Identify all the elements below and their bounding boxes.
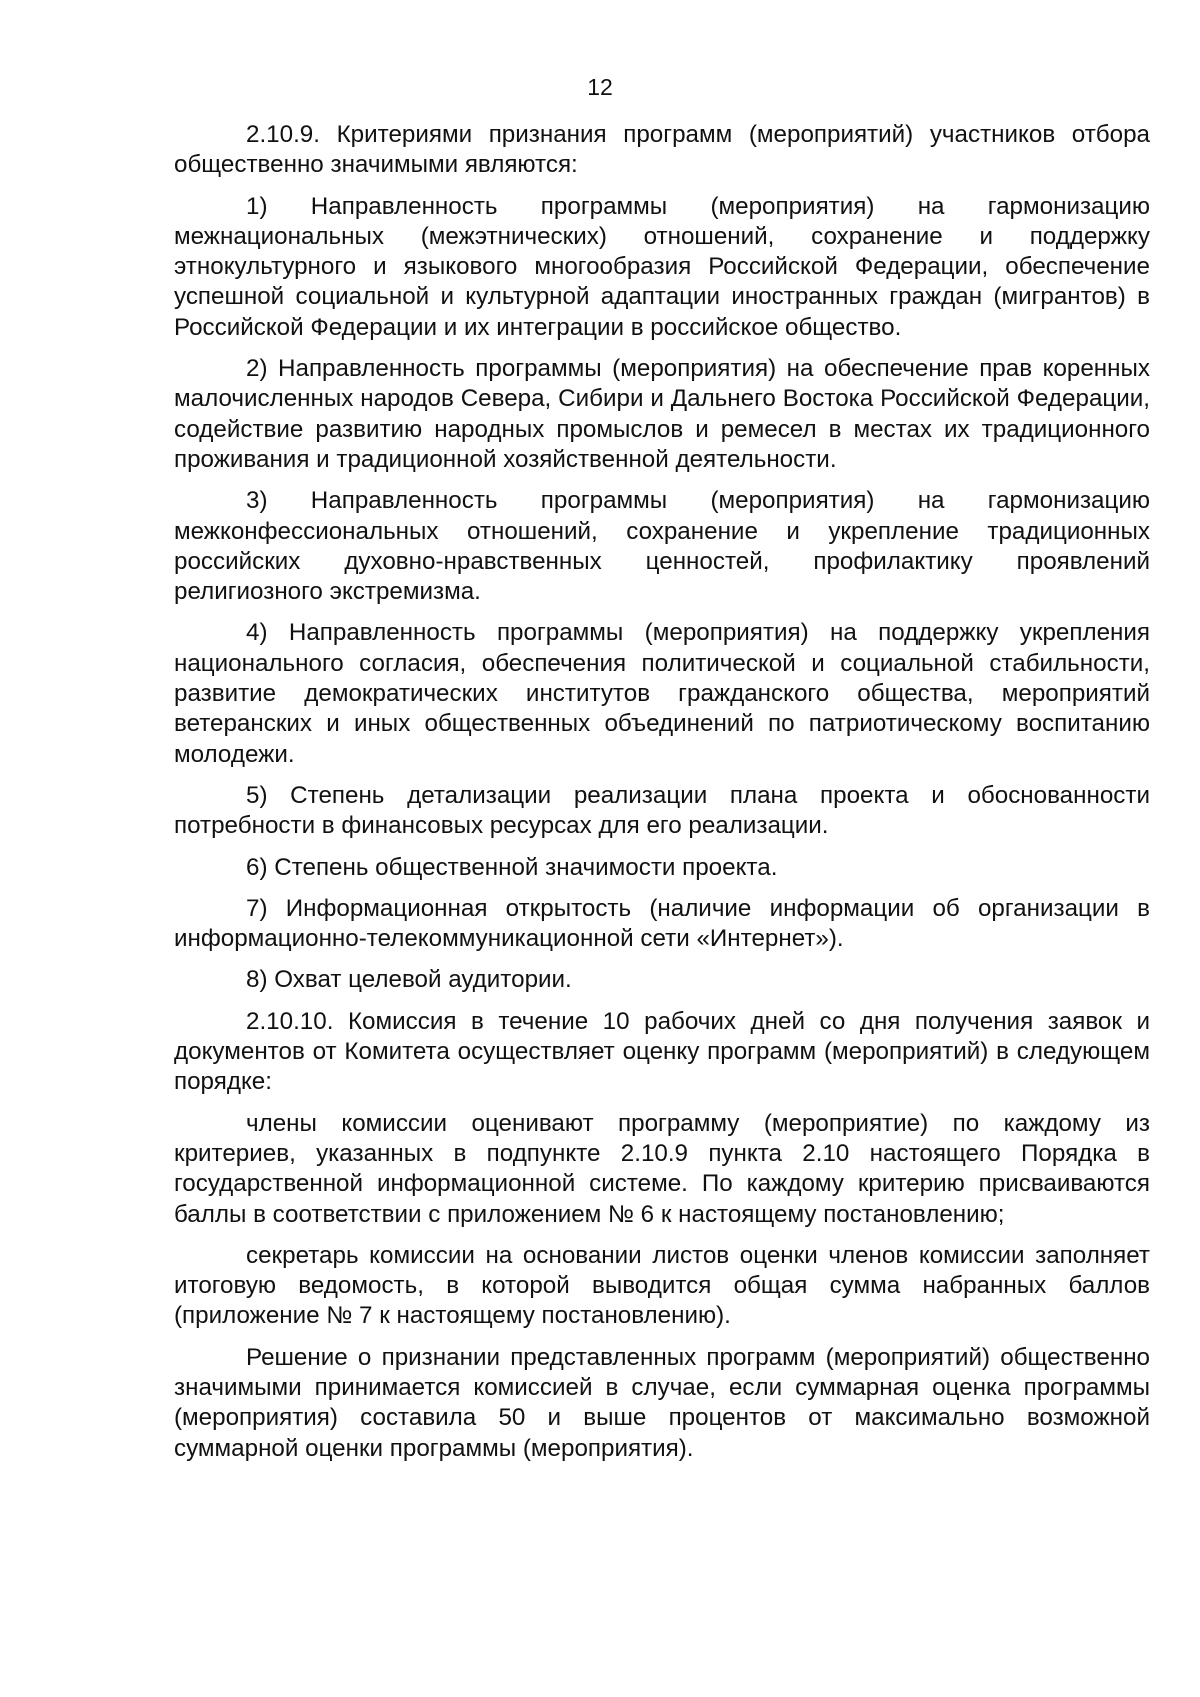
paragraph-2-10-9: 2.10.9. Критериями признания программ (мероприятий) участников отбора общественно значимыми являются: (174, 121, 1150, 179)
criterion-5: 5) Степень детализации реализации плана проекта и обоснованности потребности в финансовых ресурсах для его реализации. (174, 781, 1150, 840)
criterion-8: 8) Охват целевой аудитории. (246, 966, 572, 994)
paragraph-2-10-10: 2.10.10. Комиссия в течение 10 рабочих дней со дня получения заявок и документов от Комитета осуществляет оценку программ (мероприятий) в следующем порядке: (174, 1007, 1150, 1096)
criterion-2: 2) Направленность программы (мероприятия) на обеспечение прав коренных малочисленных народов Севера, Сибири и Дальнего Востока Российской Федерации, содействие развитию народных промыслов и ремесел в местах их традиционного проживания и традиционной хозяйственной деятельности. (174, 355, 1150, 473)
page-number: 12 (587, 74, 613, 100)
decision-paragraph: Решение о признании представленных программ (мероприятий) общественно значимыми принимается комиссией в случае, если суммарная оценка программы (мероприятия) составила 50 и выше процентов от максимально возможной суммарной оценки программы (мероприятия). (174, 1343, 1150, 1462)
criterion-4: 4) Направленность программы (мероприятия) на поддержку укрепления национального согласия, обеспечения политической и социальной стабильности, развитие демократических институтов гражданского общества, мероприятий ветеранских и иных общественных объединений по патриотическому воспитанию молодежи. (174, 619, 1150, 768)
criterion-1: 1) Направленность программы (мероприятия) на гармонизацию межнациональных (межэтнических) отношений, сохранение и поддержку этнокультурного и языкового многообразия Российской Федерации, обеспечение успешной социальной и культурной адаптации иностранных граждан (мигрантов) в Российской Федерации и их интеграции в российское общество. (174, 192, 1150, 341)
criterion-6: 6) Степень общественной значимости проекта. (246, 853, 778, 881)
procedure-step-members: члены комиссии оценивают программу (мероприятие) по каждому из критериев, указанных в подпункте 2.10.9 пункта 2.10 настоящего Порядка в государственной информационной системе. По каждому критерию присваиваются баллы в соответствии с приложением № 6 к настоящему постановлению; (174, 1109, 1150, 1228)
document-body (174, 120, 1150, 1475)
criterion-3: 3) Направленность программы (мероприятия) на гармонизацию межконфессиональных отношений, сохранение и укрепление традиционных российских духовно-нравственных ценностей, профилактику проявлений религиозного экстремизма. (174, 487, 1150, 606)
criterion-7: 7) Информационная открытость (наличие информации об организации в информационно-телекоммуникационной сети «Интернет»). (174, 894, 1150, 953)
procedure-step-secretary: секретарь комиссии на основании листов оценки членов комиссии заполняет итоговую ведомость, в которой выводится общая сумма набранных баллов (приложение № 7 к настоящему постановлению). (174, 1241, 1150, 1330)
